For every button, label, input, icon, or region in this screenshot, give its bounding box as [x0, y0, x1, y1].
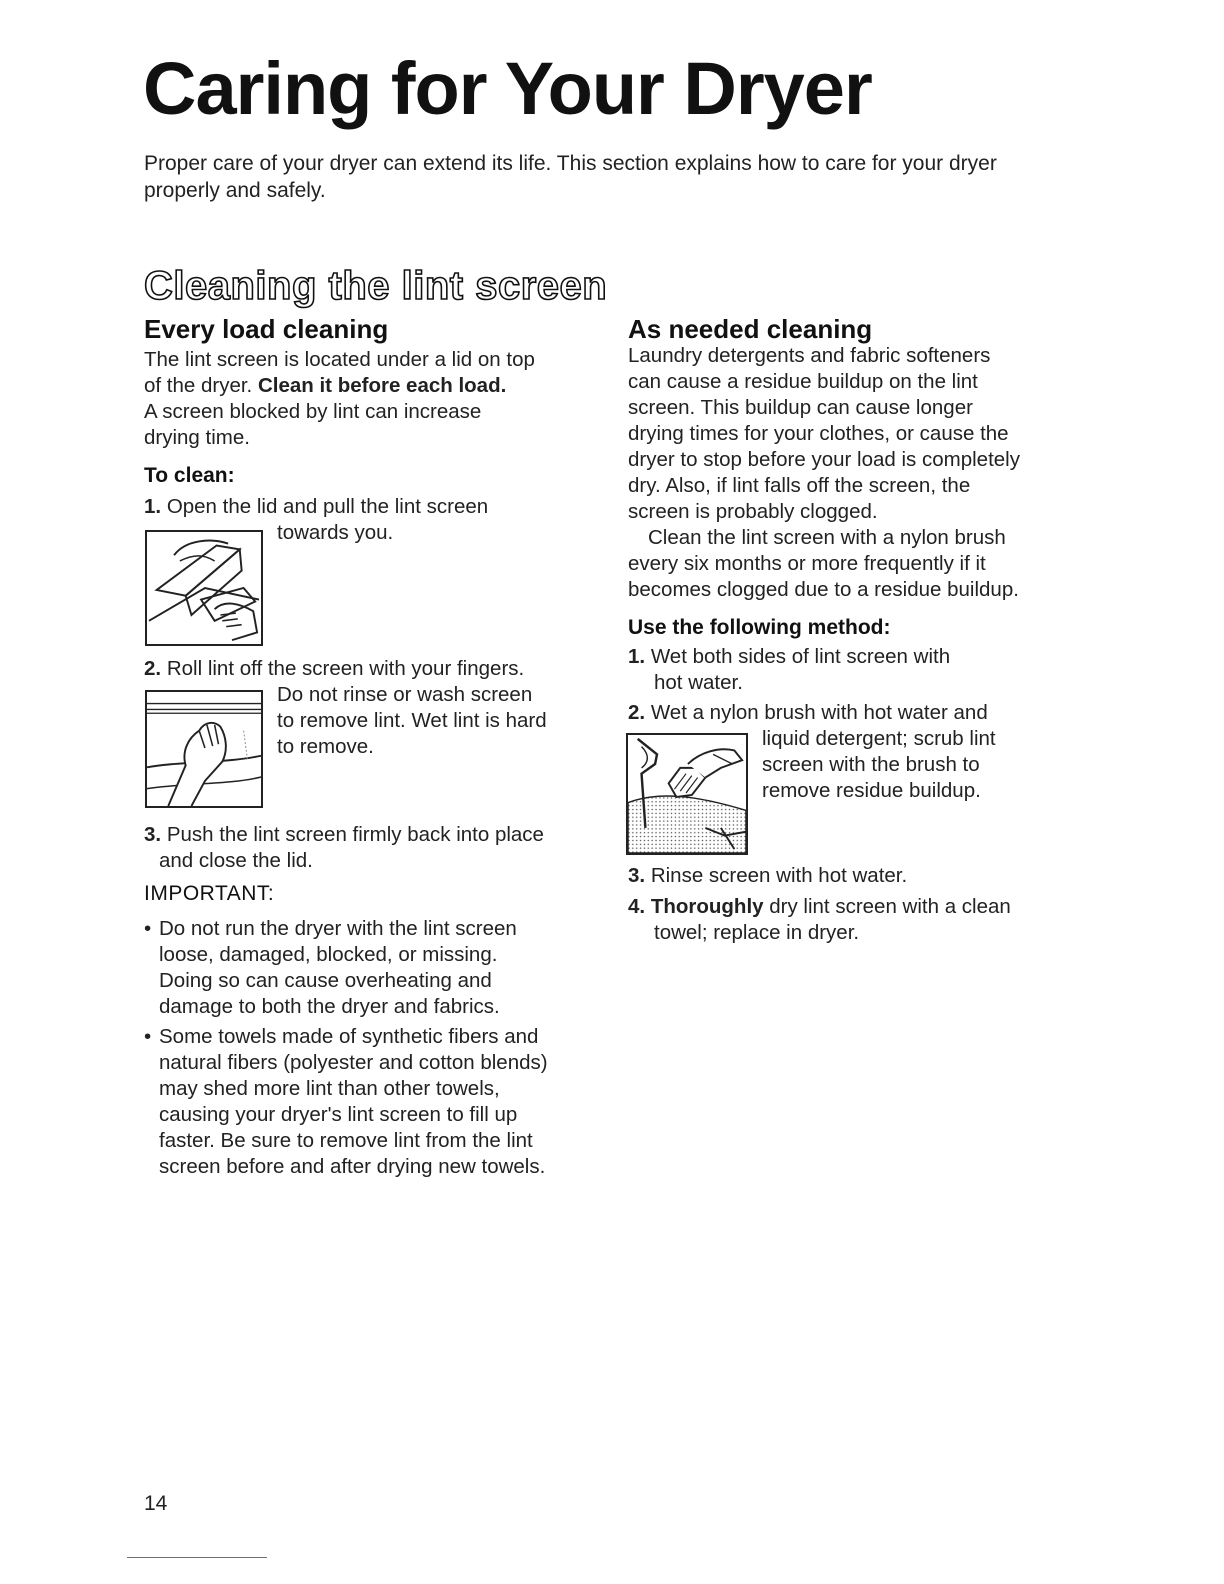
bullet-item — [144, 1024, 614, 1180]
text-line: screen. This buildup can cause longer — [628, 396, 973, 419]
step-number: 1. — [628, 645, 646, 668]
text-line: towel; replace in dryer. — [654, 921, 860, 944]
important-label: IMPORTANT: — [144, 882, 275, 905]
text-line: faster. Be sure to remove lint from the lint — [159, 1129, 533, 1152]
intro-paragraph — [144, 150, 1084, 204]
text-line: drying times for your clothes, or cause the — [628, 422, 1009, 445]
step-text: Push the lint screen firmly back into place — [166, 823, 544, 846]
as-needed-heading: As needed cleaning — [628, 314, 873, 344]
text-line: causing your dryer's lint screen to fill up — [159, 1103, 518, 1126]
text-line: natural fibers (polyester and cotton blends) — [159, 1051, 548, 1074]
text-line: A screen blocked by lint can increase — [144, 400, 482, 423]
page-title: Caring for Your Dryer — [143, 47, 872, 130]
step-text: Roll lint off the screen with your fingers. — [166, 657, 525, 680]
text-line: hot water. — [654, 671, 743, 694]
step-number: 4. — [628, 895, 646, 918]
text-line: liquid detergent; scrub lint — [762, 727, 996, 750]
text-line — [628, 644, 950, 670]
right-step-1 — [628, 644, 950, 696]
emphasis-text: Clean it before each load. — [257, 374, 507, 397]
text-line: to remove lint. Wet lint is hard — [277, 709, 547, 732]
text-line: damage to both the dryer and fabrics. — [159, 995, 500, 1018]
right-step-4 — [628, 894, 1011, 946]
text-run: of the dryer. — [144, 374, 258, 397]
hand-rolling-lint-icon — [147, 692, 261, 806]
intro-line: properly and safely. — [144, 179, 326, 202]
text-line: remove residue buildup. — [762, 779, 981, 802]
text-line: becomes clogged due to a residue buildup. — [628, 578, 1019, 601]
open-lid-pull-screen-icon — [147, 532, 261, 644]
text-line: and close the lid. — [159, 849, 313, 872]
text-line: screen with the brush to — [762, 753, 980, 776]
step-number: 1. — [144, 495, 162, 518]
step-text: dry lint screen with a clean — [763, 895, 1011, 918]
section-title: Cleaning the lint screen — [144, 264, 608, 308]
brush-scrubbing-screen-illustration — [626, 733, 748, 855]
text-line — [628, 894, 1011, 920]
intro-line: Proper care of your dryer can extend its life. This section explains how to care for your dryer — [144, 152, 997, 175]
right-step-2-cont — [762, 726, 996, 804]
text-line: Doing so can cause overheating and — [159, 969, 492, 992]
text-line — [144, 373, 604, 399]
every-load-paragraph — [144, 347, 604, 451]
important-bullet-list — [144, 916, 614, 1180]
left-step-2-cont — [277, 682, 547, 760]
page-number: 14 — [144, 1492, 168, 1515]
text-line: to remove. — [277, 735, 374, 758]
right-step-2 — [628, 700, 988, 726]
text-line: can cause a residue buildup on the lint — [628, 370, 978, 393]
text-line: screen is probably clogged. — [628, 500, 878, 523]
text-line: dryer to stop before your load is completely — [628, 448, 1020, 471]
bottom-rule — [127, 1557, 267, 1558]
step-number: 3. — [144, 823, 162, 846]
left-step-1-cont: towards you. — [277, 521, 394, 544]
text-line: screen before and after drying new towels. — [159, 1155, 546, 1178]
hand-rolling-lint-illustration — [145, 690, 263, 808]
text-line: may shed more lint than other towels, — [159, 1077, 500, 1100]
text-line — [144, 822, 544, 848]
left-step-1 — [144, 494, 488, 520]
every-load-heading: Every load cleaning — [144, 314, 389, 344]
text-line: Do not rinse or wash screen — [277, 683, 533, 706]
left-step-3 — [144, 822, 544, 874]
bullet-dot-icon: • — [144, 917, 152, 940]
text-line: The lint screen is located under a lid on top — [144, 348, 535, 371]
method-label: Use the following method: — [628, 616, 891, 639]
step-text: Wet a nylon brush with hot water and — [650, 701, 988, 724]
text-line: Laundry detergents and fabric softeners — [628, 344, 991, 367]
right-step-3 — [628, 863, 907, 889]
text-line: drying time. — [144, 426, 250, 449]
step-number: 2. — [144, 657, 162, 680]
step-text: Open the lid and pull the lint screen — [166, 495, 489, 518]
text-line: loose, damaged, blocked, or missing. — [159, 943, 498, 966]
brush-scrubbing-screen-icon — [628, 735, 746, 853]
text-line: every six months or more frequently if it — [628, 552, 986, 575]
text-line: Clean the lint screen with a nylon brush — [648, 526, 1006, 549]
step-text: Rinse screen with hot water. — [650, 864, 908, 887]
step-text: Wet both sides of lint screen with — [650, 645, 951, 668]
step-number: 3. — [628, 864, 646, 887]
left-step-2 — [144, 656, 524, 682]
emphasis-text: Thoroughly — [650, 895, 764, 918]
open-lid-pull-screen-illustration — [145, 530, 263, 646]
as-needed-paragraph — [628, 343, 1078, 603]
step-number: 2. — [628, 701, 646, 724]
text-line: Do not run the dryer with the lint screen — [159, 917, 517, 940]
text-line: dry. Also, if lint falls off the screen, the — [628, 474, 971, 497]
bullet-item — [144, 916, 614, 1020]
to-clean-label: To clean: — [144, 464, 235, 487]
text-line: Some towels made of synthetic fibers and — [159, 1025, 539, 1048]
bullet-dot-icon: • — [144, 1025, 152, 1048]
